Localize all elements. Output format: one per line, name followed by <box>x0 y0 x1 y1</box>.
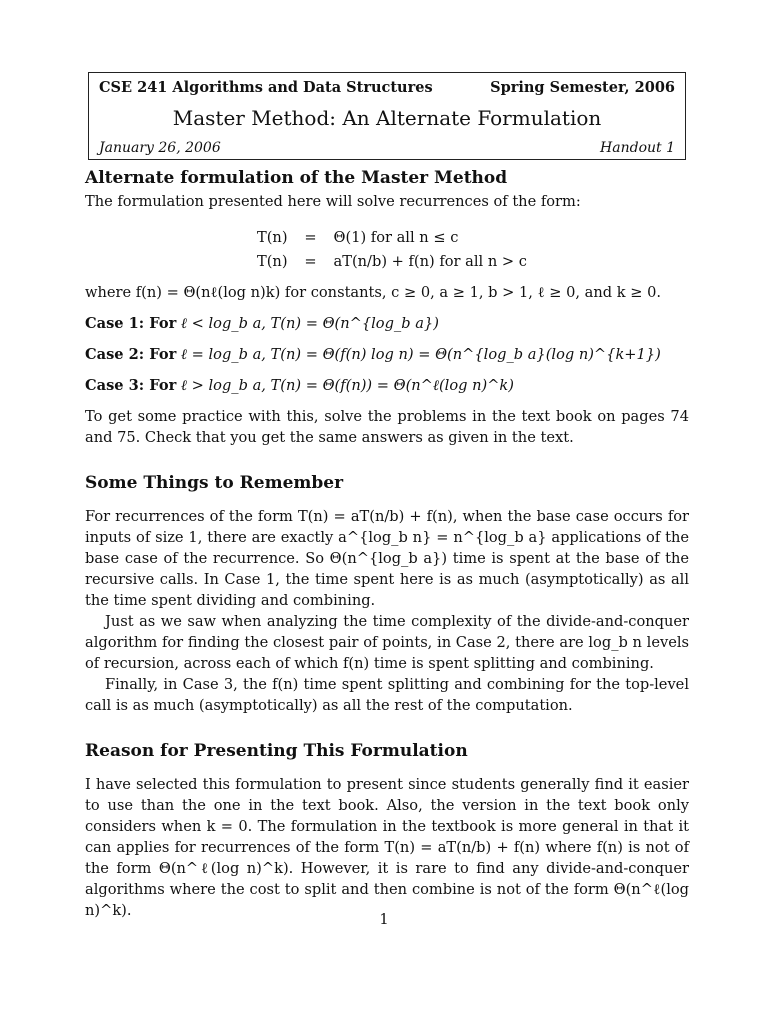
recurrence-equations <box>85 226 689 274</box>
remember-paragraph-2: Just as we saw when analyzing the time complexity of the divide-and-conquer algorithm for finding the closest pair of points, in Case 2, there are log_b n levels of recursion, across each of which f(n) time is spent splitting and combining. <box>85 613 689 672</box>
remember-paragraph-3: Finally, in Case 3, the f(n) time spent splitting and combining for the top-level call is as much (asymptotically) as all the rest of the computation. <box>85 676 689 714</box>
case-3-formula: ℓ > log_b a, T(n) = Θ(f(n)) = Θ(n^ℓ(log n)^k) <box>180 377 514 394</box>
case-3-label: Case 3: For <box>85 377 177 394</box>
handout-date: January 26, 2006 <box>99 140 221 156</box>
handout-header-box <box>88 72 686 160</box>
equation-row-base <box>251 226 533 250</box>
equation-row-recursive <box>251 250 533 274</box>
where-constants-paragraph: where f(n) = Θ(nℓ(log n)k) for constants, c ≥ 0, a ≥ 1, b > 1, ℓ ≥ 0, and k ≥ 0. <box>85 284 661 301</box>
intro-paragraph: The formulation presented here will solve recurrences of the form: <box>85 193 581 210</box>
equation-equals: = <box>304 229 317 246</box>
header-bottom-row <box>99 140 675 156</box>
section-heading-things-to-remember: Some Things to Remember <box>85 473 344 493</box>
case-1-label: Case 1: For <box>85 315 177 332</box>
equation-rhs: Θ(1) for all n ≤ c <box>333 229 459 246</box>
case-3 <box>85 375 689 396</box>
case-2-formula: ℓ = log_b a, T(n) = Θ(f(n) log n) = Θ(n^{log_b a}(log n)^{k+1}) <box>180 346 661 363</box>
case-2 <box>85 344 689 365</box>
case-1-formula: ℓ < log_b a, T(n) = Θ(n^{log_b a}) <box>180 315 439 332</box>
course-name: CSE 241 Algorithms and Data Structures <box>99 79 433 96</box>
handout-number: Handout 1 <box>600 140 675 156</box>
remember-paragraph-1: For recurrences of the form T(n) = aT(n/b) + f(n), when the base case occurs for inputs of size 1, there are exactly a^{log_b n} = n^{log_b a} applications of the base case of the recurrence. So Θ(n^{log_b a}) time is spent at the base of the recursive calls. In Case 1, the time spent here is as much (asymptotically) as all the time spent dividing and combining. <box>85 508 689 609</box>
section-heading-reason: Reason for Presenting This Formulation <box>85 741 468 761</box>
document-body <box>85 165 689 921</box>
case-2-label: Case 2: For <box>85 346 177 363</box>
section-heading-alternate-formulation: Alternate formulation of the Master Method <box>85 168 508 188</box>
case-1 <box>85 313 689 334</box>
equation-rhs: aT(n/b) + f(n) for all n > c <box>333 253 527 270</box>
page-number: 1 <box>379 911 389 928</box>
semester: Spring Semester, 2006 <box>490 79 675 96</box>
equation-equals: = <box>304 253 317 270</box>
equation-lhs: T(n) <box>257 229 288 246</box>
equation-lhs: T(n) <box>257 253 288 270</box>
document-title: Master Method: An Alternate Formulation <box>172 106 602 130</box>
header-top-row <box>99 79 675 96</box>
reason-paragraph: I have selected this formulation to present since students generally find it easier to use than the one in the text book. Also, the version in the text book only considers when k = 0. The formulation in the textbook is more general in that it can applies for recurrences of the form T(n) = aT(n/b) + f(n) where f(n) is not of the form Θ(n^ℓ(log n)^k). However, it is rare to find any divide-and-conquer algorithms where the cost to split and then combine is not of the form Θ(n^ℓ(log n)^k). <box>85 776 689 919</box>
practice-paragraph: To get some practice with this, solve the problems in the text book on pages 74 and 75. Check that you get the same answers as given in the text. <box>85 408 689 446</box>
